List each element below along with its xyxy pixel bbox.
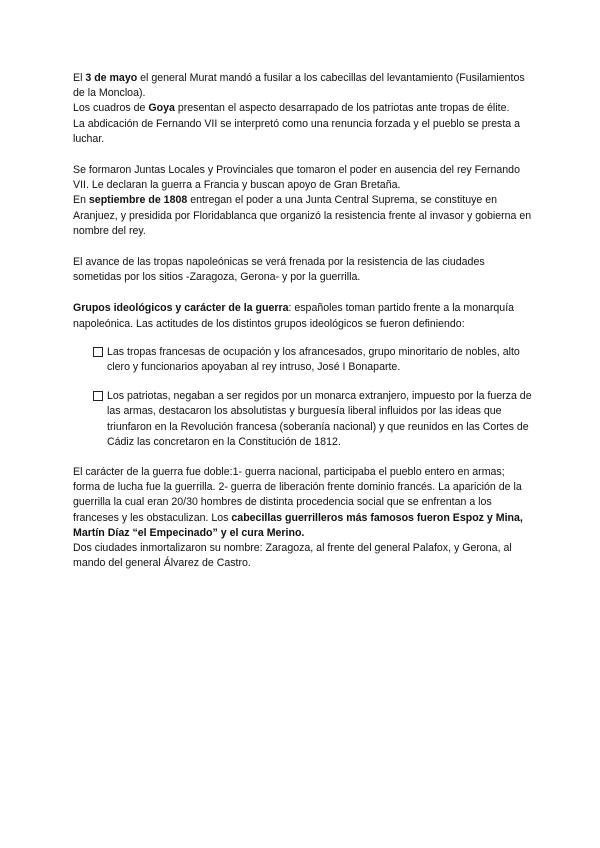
bold-heading-grupos: Grupos ideológicos y carácter de la guerra [73,302,289,315]
spacer [73,147,533,163]
paragraph-caracter-guerra [73,465,533,541]
bold-cabecillas-guerrilleros: cabecillas guerrilleros más famosos fueron Espoz y Mina, Martín Díaz “el Empecinado” y el cura Merino. [73,511,523,539]
text-run: El [73,72,86,84]
text-run: Los cuadros de [73,102,149,115]
paragraph-septiembre-1808 [73,193,533,239]
spacer [73,450,533,465]
list-item [73,389,533,450]
checkbox-icon [93,347,103,357]
list-item-text: Las tropas francesas de ocupación y los afrancesados, grupo minoritario de nobles, alto clero y funcionarios apoyaban al rey intruso, José I Bonaparte. [107,345,520,374]
bold-date-3-de-mayo: 3 de mayo [85,72,138,84]
paragraph-juntas: Se formaron Juntas Locales y Provinciales que tomaron el poder en ausencia del rey Fernando VII. Le declaran la guerra a Francia y buscan apoyo de Gran Bretaña. [73,164,520,192]
paragraph-abdicacion: La abdicación de Fernando VII se interpretó como una renuncia forzada y el pueblo se presta a luchar. [73,117,520,145]
text-run: En [73,194,89,207]
text-run: : españoles toman partido frente a la monarquía napoleónica. Las actitudes de los distintos grupos ideológicos se fueron definiendo: [73,302,515,330]
text-run: entregan el poder a una Junta Central Suprema, se constituye en Aranjuez, y presidida por Floridablanca que organizó la resistencia frente al invasor y gobierna en nombre del rey. [73,194,532,237]
bold-septiembre-1808: septiembre de 1808 [88,194,188,207]
bold-goya: Goya [148,102,175,115]
paragraph-3-de-mayo [73,71,533,101]
spacer [73,285,533,301]
paragraph-goya [73,101,533,116]
paragraph-avance-tropas: El avance de las tropas napoleónicas se verá frenada por la resistencia de las ciudades sometidas por los sitios -Zaragoza, Gerona- y por la guerrilla. [73,256,485,284]
text-run: el general Murat mandó a fusilar a los cabecillas del levantamiento (Fusilamientos de la Moncloa). [73,72,525,100]
list-item-text: Los patriotas, negaban a ser regidos por un monarca extranjero, impuesto por la fuerza de las armas, destacaron los absolutistas y burguesía liberal influidos por las ideas que triunfaron en la Revolución francesa (soberanía nacional) y que reunidos en las Cortes de Cádiz las concretaron en la Constitución de 1812. [107,390,532,448]
text-run: presentan el aspecto desarrapado de los patriotas ante tropas de élite. [174,102,510,115]
document-body [73,71,533,571]
list-item [73,345,533,375]
text-run: El carácter de la guerra fue doble:1- guerra nacional, participaba el pueblo entero en armas; forma de lucha fue la guerrilla. 2- guerra de liberación frente dominio francés. La aparición de la guerrilla la cual eran 20/30 hombres de distinta procedencia social que se enfrentan a los franceses y les obstaculizan. Los [73,466,522,524]
paragraph-dos-ciudades: Dos ciudades inmortalizaron su nombre: Zaragoza, al frente del general Palafox, y Gerona, al mando del general Álvarez de Castro. [73,542,512,570]
paragraph-grupos-ideologicos [73,301,533,331]
ideological-groups-list [73,345,533,450]
checkbox-icon [93,391,103,401]
spacer [73,239,533,255]
